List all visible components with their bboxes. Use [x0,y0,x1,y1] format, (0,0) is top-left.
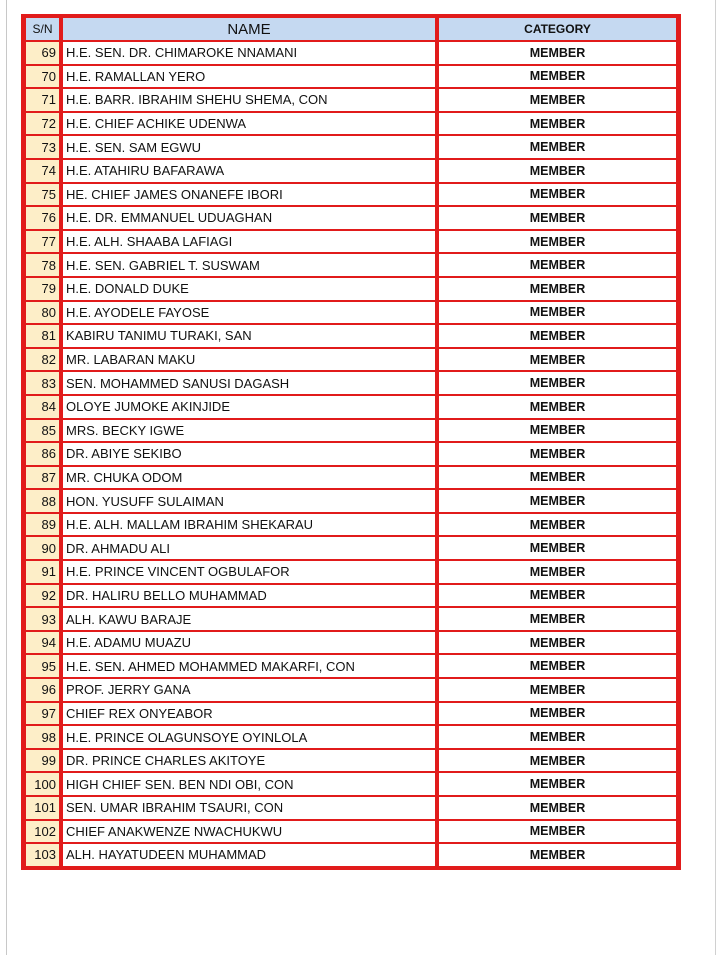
row-name: DR. PRINCE CHARLES AKITOYE [61,749,437,773]
row-category: MEMBER [437,41,678,65]
row-name: H.E. ALH. MALLAM IBRAHIM SHEKARAU [61,513,437,537]
row-name: H.E. DR. EMMANUEL UDUAGHAN [61,206,437,230]
row-sn: 93 [24,607,61,631]
row-category: MEMBER [437,371,678,395]
row-name: ALH. HAYATUDEEN MUHAMMAD [61,843,437,867]
row-sn: 94 [24,631,61,655]
row-category: MEMBER [437,253,678,277]
row-category: MEMBER [437,489,678,513]
row-sn: 87 [24,466,61,490]
row-category: MEMBER [437,135,678,159]
table-row [24,65,678,89]
row-category: MEMBER [437,772,678,796]
table-row [24,678,678,702]
row-name: MRS. BECKY IGWE [61,419,437,443]
table-row [24,536,678,560]
row-category: MEMBER [437,843,678,867]
row-category: MEMBER [437,654,678,678]
row-sn: 99 [24,749,61,773]
row-category: MEMBER [437,65,678,89]
row-category: MEMBER [437,749,678,773]
row-name: H.E. ATAHIRU BAFARAWA [61,159,437,183]
table-row [24,749,678,773]
row-sn: 85 [24,419,61,443]
table-row [24,135,678,159]
header-sn: S/N [24,17,61,41]
table-row [24,395,678,419]
table-row [24,631,678,655]
row-sn: 102 [24,820,61,844]
row-name: KABIRU TANIMU TURAKI, SAN [61,324,437,348]
row-name: OLOYE JUMOKE AKINJIDE [61,395,437,419]
row-sn: 80 [24,301,61,325]
row-name: CHIEF REX ONYEABOR [61,702,437,726]
table-row [24,843,678,867]
row-category: MEMBER [437,183,678,207]
members-table [21,14,681,870]
row-name: HON. YUSUFF SULAIMAN [61,489,437,513]
table-row [24,607,678,631]
row-sn: 74 [24,159,61,183]
row-sn: 88 [24,489,61,513]
row-category: MEMBER [437,466,678,490]
table-row [24,489,678,513]
row-name: H.E. PRINCE OLAGUNSOYE OYINLOLA [61,725,437,749]
row-name: H.E. SEN. DR. CHIMAROKE NNAMANI [61,41,437,65]
table-body [24,41,678,867]
row-name: HE. CHIEF JAMES ONANEFE IBORI [61,183,437,207]
row-sn: 95 [24,654,61,678]
table-row [24,466,678,490]
row-name: DR. AHMADU ALI [61,536,437,560]
row-category: MEMBER [437,820,678,844]
table-row [24,324,678,348]
row-name: H.E. CHIEF ACHIKE UDENWA [61,112,437,136]
row-name: DR. HALIRU BELLO MUHAMMAD [61,584,437,608]
row-sn: 92 [24,584,61,608]
row-name: SEN. UMAR IBRAHIM TSAURI, CON [61,796,437,820]
row-sn: 71 [24,88,61,112]
row-sn: 76 [24,206,61,230]
table-row [24,513,678,537]
row-category: MEMBER [437,206,678,230]
row-category: MEMBER [437,584,678,608]
row-category: MEMBER [437,324,678,348]
table-row [24,796,678,820]
row-category: MEMBER [437,725,678,749]
row-category: MEMBER [437,702,678,726]
row-category: MEMBER [437,112,678,136]
table-row [24,41,678,65]
row-sn: 97 [24,702,61,726]
table-row [24,206,678,230]
row-sn: 98 [24,725,61,749]
row-name: DR. ABIYE SEKIBO [61,442,437,466]
row-sn: 82 [24,348,61,372]
row-category: MEMBER [437,348,678,372]
row-name: H.E. SEN. SAM EGWU [61,135,437,159]
row-category: MEMBER [437,159,678,183]
row-category: MEMBER [437,560,678,584]
row-category: MEMBER [437,513,678,537]
row-sn: 77 [24,230,61,254]
row-sn: 72 [24,112,61,136]
row-sn: 84 [24,395,61,419]
table-row [24,725,678,749]
row-name: H.E. ALH. SHAABA LAFIAGI [61,230,437,254]
row-sn: 83 [24,371,61,395]
row-category: MEMBER [437,395,678,419]
table-row [24,772,678,796]
row-name: CHIEF ANAKWENZE NWACHUKWU [61,820,437,844]
row-sn: 86 [24,442,61,466]
row-name: MR. CHUKA ODOM [61,466,437,490]
row-sn: 100 [24,772,61,796]
row-sn: 70 [24,65,61,89]
row-category: MEMBER [437,277,678,301]
table-row [24,277,678,301]
header-category: CATEGORY [437,17,678,41]
table-row [24,301,678,325]
table-row [24,183,678,207]
row-category: MEMBER [437,607,678,631]
page-edge-right [715,0,716,955]
row-name: ALH. KAWU BARAJE [61,607,437,631]
row-sn: 103 [24,843,61,867]
row-sn: 79 [24,277,61,301]
row-sn: 91 [24,560,61,584]
table-row [24,419,678,443]
table-row [24,371,678,395]
row-sn: 81 [24,324,61,348]
row-category: MEMBER [437,230,678,254]
row-sn: 101 [24,796,61,820]
table-row [24,442,678,466]
page-edge-left [6,0,7,955]
table-row [24,230,678,254]
row-name: H.E. RAMALLAN YERO [61,65,437,89]
table-row [24,560,678,584]
table-row [24,348,678,372]
table-row [24,584,678,608]
table-row [24,820,678,844]
table-row [24,253,678,277]
row-name: PROF. JERRY GANA [61,678,437,702]
row-name: H.E. ADAMU MUAZU [61,631,437,655]
header-name: NAME [61,17,437,41]
table-row [24,654,678,678]
row-name: MR. LABARAN MAKU [61,348,437,372]
table-row [24,112,678,136]
row-sn: 78 [24,253,61,277]
row-sn: 90 [24,536,61,560]
row-category: MEMBER [437,301,678,325]
table-row [24,159,678,183]
row-name: H.E. DONALD DUKE [61,277,437,301]
row-category: MEMBER [437,536,678,560]
row-category: MEMBER [437,442,678,466]
row-sn: 69 [24,41,61,65]
row-sn: 96 [24,678,61,702]
row-sn: 75 [24,183,61,207]
row-category: MEMBER [437,678,678,702]
row-name: HIGH CHIEF SEN. BEN NDI OBI, CON [61,772,437,796]
row-name: H.E. PRINCE VINCENT OGBULAFOR [61,560,437,584]
row-name: H.E. BARR. IBRAHIM SHEHU SHEMA, CON [61,88,437,112]
row-name: H.E. SEN. AHMED MOHAMMED MAKARFI, CON [61,654,437,678]
row-sn: 73 [24,135,61,159]
row-category: MEMBER [437,631,678,655]
row-name: H.E. AYODELE FAYOSE [61,301,437,325]
row-sn: 89 [24,513,61,537]
table-row [24,88,678,112]
row-category: MEMBER [437,796,678,820]
row-category: MEMBER [437,88,678,112]
table-header-row [24,17,678,41]
row-name: H.E. SEN. GABRIEL T. SUSWAM [61,253,437,277]
row-name: SEN. MOHAMMED SANUSI DAGASH [61,371,437,395]
table-row [24,702,678,726]
row-category: MEMBER [437,419,678,443]
